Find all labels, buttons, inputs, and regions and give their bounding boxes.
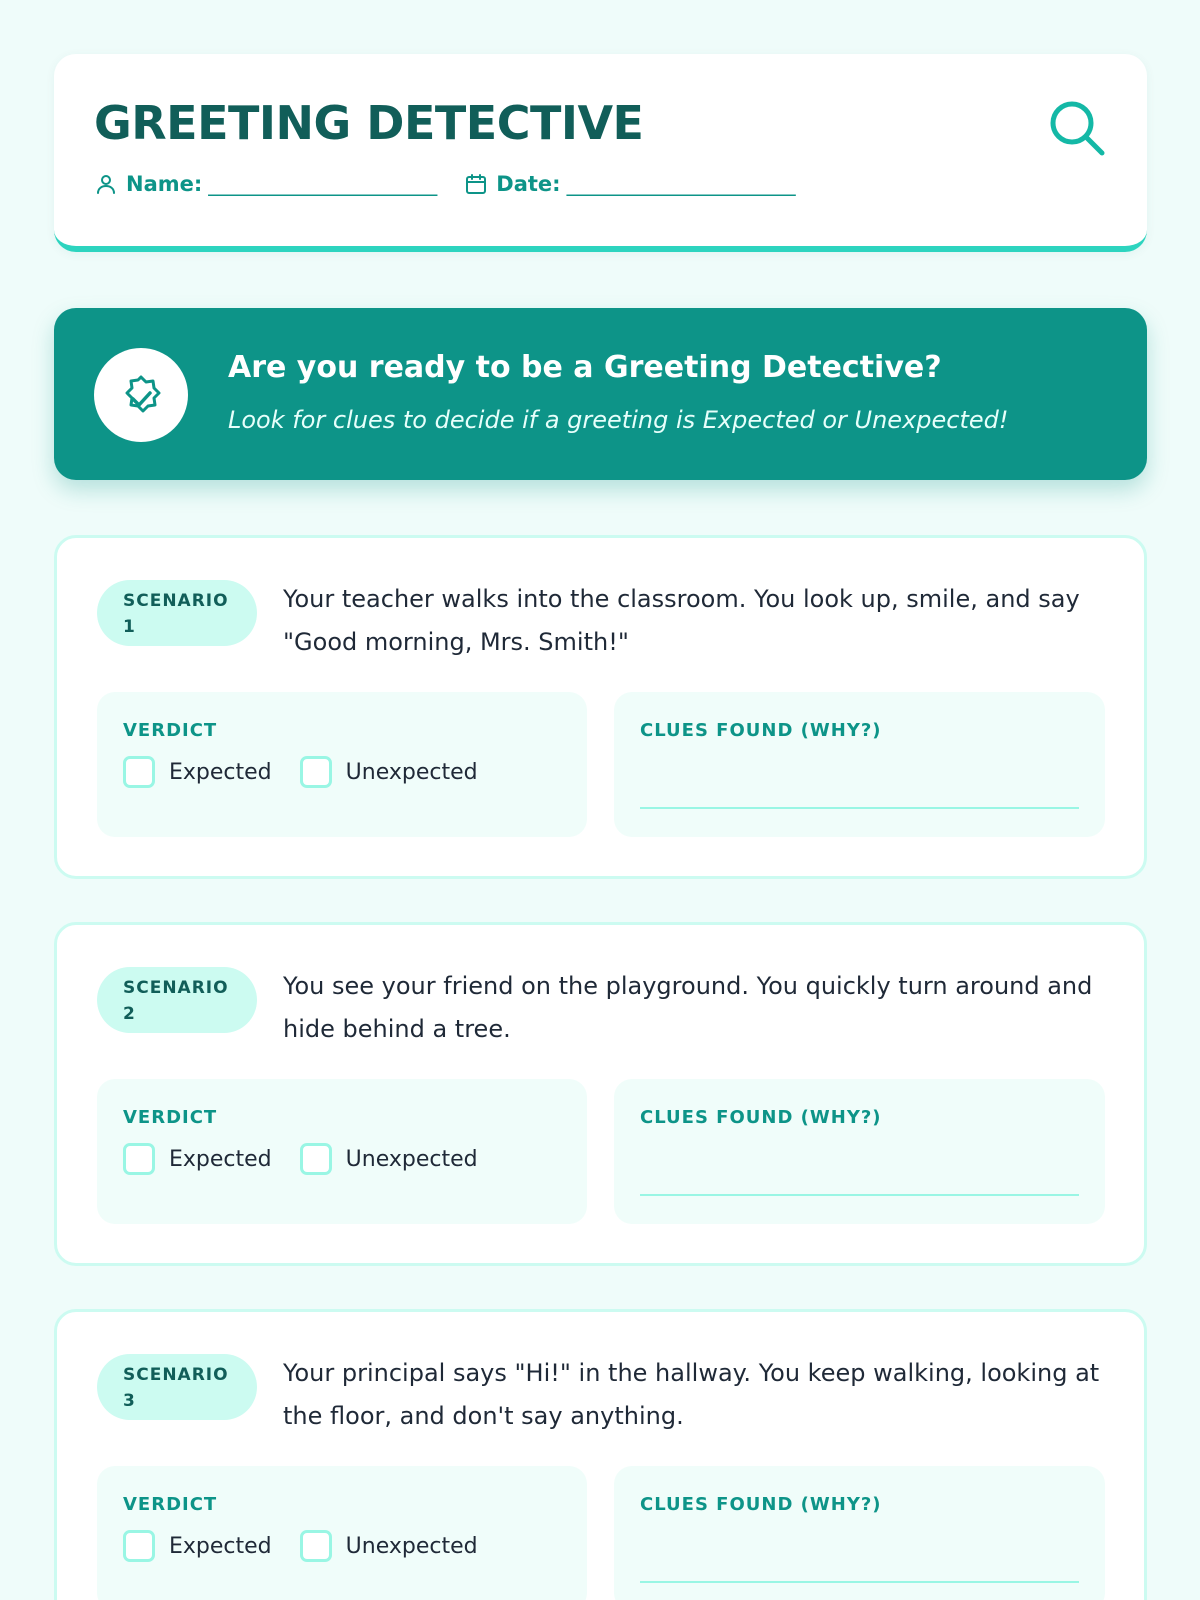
unexpected-checkbox[interactable] [300, 756, 332, 788]
date-field[interactable] [464, 172, 794, 196]
scenario-card-3 [54, 1309, 1147, 1600]
clues-box [614, 1466, 1105, 1600]
badge-check-icon [115, 369, 167, 421]
scenario-badge [97, 1354, 257, 1420]
page-title: GREETING DETECTIVE [94, 96, 644, 150]
scenario-card-1 [54, 535, 1147, 879]
name-blank: ________________________ [208, 172, 437, 196]
worksheet-header [54, 54, 1147, 252]
clues-label: CLUES FOUND (WHY?) [640, 720, 882, 741]
user-icon [94, 172, 118, 196]
name-field[interactable] [94, 172, 436, 196]
meta-row [94, 172, 823, 196]
verdict-box [97, 692, 587, 837]
scenario-badge-number: 1 [123, 617, 136, 637]
scenario-badge-label: SCENARIO [123, 591, 229, 611]
clues-label: CLUES FOUND (WHY?) [640, 1494, 882, 1515]
expected-checkbox[interactable] [123, 1530, 155, 1562]
date-label: Date: [496, 172, 561, 196]
expected-checkbox[interactable] [123, 756, 155, 788]
scenario-badge-number: 2 [123, 1004, 136, 1024]
unexpected-label: Unexpected [345, 1146, 478, 1172]
unexpected-label: Unexpected [345, 1533, 478, 1559]
scenario-badge-label: SCENARIO [123, 1365, 229, 1385]
scenario-text: Your principal says "Hi!" in the hallway. You keep walking, looking at the floor, and don't say anything. [283, 1359, 1100, 1430]
scenario-badge-label: SCENARIO [123, 978, 229, 998]
scenario-badge-number: 3 [123, 1391, 136, 1411]
scenario-text: Your teacher walks into the classroom. You look up, smile, and say "Good morning, Mrs. Smith!" [283, 585, 1080, 656]
clues-label: CLUES FOUND (WHY?) [640, 1107, 882, 1128]
unexpected-checkbox[interactable] [300, 1530, 332, 1562]
intro-banner [54, 308, 1147, 480]
expected-checkbox[interactable] [123, 1143, 155, 1175]
scenario-badge [97, 580, 257, 646]
verdict-options [123, 756, 506, 788]
search-icon [1047, 98, 1107, 158]
option-unexpected[interactable] [300, 756, 478, 788]
unexpected-label: Unexpected [345, 759, 478, 785]
scenario-card-2 [54, 922, 1147, 1266]
banner-subtitle: Look for clues to decide if a greeting is Expected or Unexpected! [228, 406, 1009, 434]
scenario-badge [97, 967, 257, 1033]
option-unexpected[interactable] [300, 1143, 478, 1175]
date-blank: ________________________ [566, 172, 795, 196]
option-expected[interactable] [123, 1143, 272, 1175]
clues-answer-line[interactable] [640, 1581, 1079, 1583]
verdict-label: VERDICT [123, 720, 218, 741]
verdict-label: VERDICT [123, 1107, 218, 1128]
expected-label: Expected [169, 759, 272, 785]
verdict-options [123, 1530, 506, 1562]
expected-label: Expected [169, 1533, 272, 1559]
verdict-box [97, 1466, 587, 1600]
unexpected-checkbox[interactable] [300, 1143, 332, 1175]
banner-title: Are you ready to be a Greeting Detective? [228, 350, 942, 385]
verdict-options [123, 1143, 506, 1175]
clues-box [614, 1079, 1105, 1224]
expected-label: Expected [169, 1146, 272, 1172]
scenario-text: You see your friend on the playground. You quickly turn around and hide behind a tree. [283, 972, 1093, 1043]
calendar-icon [464, 172, 488, 196]
clues-answer-line[interactable] [640, 1194, 1079, 1196]
option-unexpected[interactable] [300, 1530, 478, 1562]
verdict-box [97, 1079, 587, 1224]
name-label: Name: [126, 172, 203, 196]
badge-circle [94, 348, 188, 442]
verdict-label: VERDICT [123, 1494, 218, 1515]
option-expected[interactable] [123, 1530, 272, 1562]
clues-answer-line[interactable] [640, 807, 1079, 809]
option-expected[interactable] [123, 756, 272, 788]
clues-box [614, 692, 1105, 837]
